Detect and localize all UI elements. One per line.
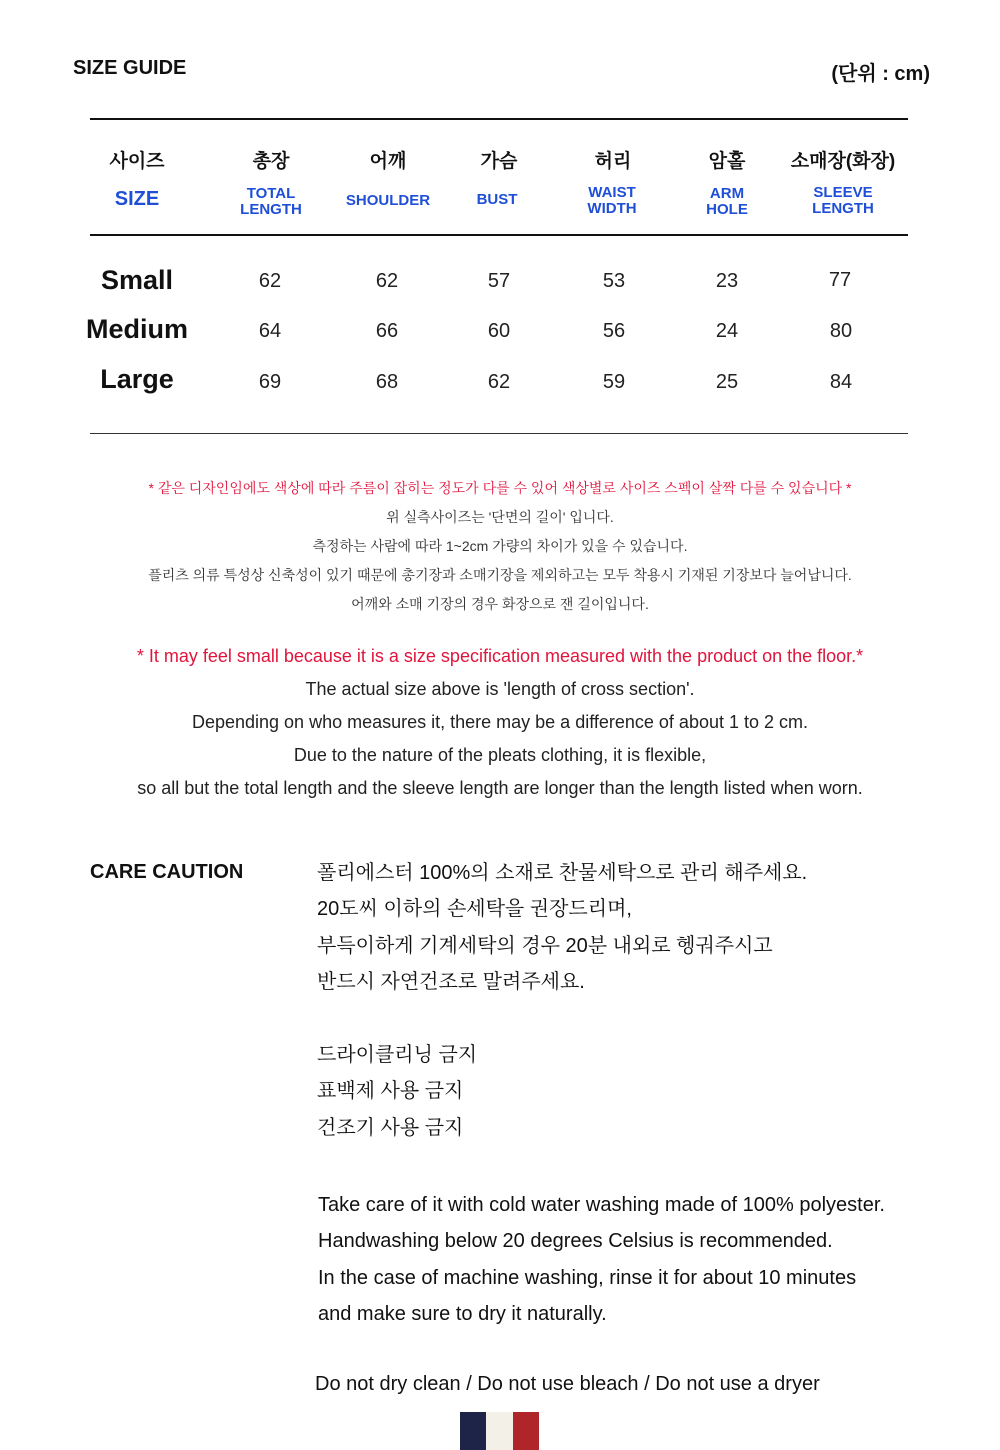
- care-line: 드라이클리닝 금지: [317, 1044, 478, 1066]
- table-cell: 80: [829, 320, 853, 342]
- notes-english: [0, 640, 1000, 805]
- col-header-total-length-en: TOTAL LENGTH: [240, 185, 302, 218]
- note-warning-ko: * 같은 디자인임에도 색상에 따라 주름이 잡히는 정도가 다를 수 있어 색상별로 사이즈 스펙이 살짝 다를 수 있습니다 *: [148, 480, 852, 496]
- care-line: Handwashing below 20 degrees Celsius is recommended.: [318, 1230, 833, 1253]
- flag-stripe-navy: [460, 1412, 486, 1450]
- table-cell: 64: [258, 320, 282, 342]
- care-line: 표백제 사용 금지: [317, 1080, 464, 1103]
- table-cell: 57: [487, 270, 511, 292]
- care-line: Take care of it with cold water washing made of 100% polyester.: [318, 1194, 885, 1216]
- table-cell: 24: [715, 320, 739, 342]
- col-header-sleeve-ko: 소매장(화장): [790, 151, 896, 172]
- row-label-medium: Medium: [85, 314, 189, 344]
- table-cell: 68: [375, 371, 399, 393]
- row-label-large: Large: [100, 364, 174, 394]
- col-header-size-ko: 사이즈: [109, 151, 165, 172]
- page-title: SIZE GUIDE: [73, 57, 187, 79]
- table-top-rule: [90, 118, 908, 120]
- table-cell: 62: [375, 270, 399, 292]
- table-cell: 53: [602, 270, 626, 292]
- care-line: In the case of machine washing, rinse it for about 10 minutes: [318, 1266, 857, 1289]
- care-line: 부득이하게 기계세탁의 경우 20분 내외로 헹궈주시고: [317, 934, 773, 957]
- note-line: Depending on who measures it, there may be a difference of about 1 to 2 cm.: [191, 712, 809, 732]
- table-cell: 62: [487, 371, 511, 393]
- table-header-rule: [90, 234, 908, 236]
- care-line: 반드시 자연건조로 말려주세요.: [317, 971, 585, 994]
- tricolor-flag-icon: [460, 1412, 539, 1450]
- care-line: and make sure to dry it naturally.: [318, 1303, 607, 1326]
- unit-label: (단위 : cm): [831, 63, 930, 85]
- table-cell: 23: [715, 270, 739, 292]
- care-line: 건조기 사용 금지: [317, 1116, 464, 1139]
- care-line: 폴리에스터 100%의 소재로 찬물세탁으로 관리 해주세요.: [317, 862, 808, 884]
- care-instructions-ko: [317, 855, 807, 1001]
- care-line: 20도씨 이하의 손세탁을 권장드리며,: [317, 898, 632, 921]
- care-instructions-en: [318, 1187, 885, 1333]
- table-cell: 69: [258, 371, 282, 393]
- col-header-armhole-en: ARM HOLE: [706, 185, 748, 218]
- table-cell: 59: [602, 371, 626, 393]
- care-prohibitions-en: Do not dry clean / Do not use bleach / Do not use a dryer: [315, 1373, 820, 1395]
- table-cell: 62: [258, 270, 282, 292]
- col-header-bust-en: BUST: [476, 191, 518, 208]
- col-header-sleeve-en: SLEEVE LENGTH: [812, 184, 874, 217]
- col-header-bust-ko: 가슴: [480, 151, 518, 172]
- note-line: so all but the total length and the sleeve length are longer than the length listed when worn.: [137, 778, 863, 798]
- care-prohibitions-ko: [317, 1037, 477, 1146]
- notes-korean: [0, 474, 1000, 619]
- table-cell: 84: [829, 371, 853, 393]
- table-cell: 25: [715, 371, 739, 393]
- note-line: 측정하는 사람에 따라 1~2cm 가량의 차이가 있을 수 있습니다.: [312, 538, 688, 554]
- col-header-total-length-ko: 총장: [252, 151, 290, 172]
- note-warning-en: * It may feel small because it is a size specification measured with the product on the floor.*: [136, 646, 864, 666]
- care-caution-title: CARE CAUTION: [90, 861, 244, 883]
- flag-stripe-red: [513, 1412, 539, 1450]
- flag-stripe-white: [486, 1412, 512, 1450]
- table-bottom-rule: [90, 433, 908, 434]
- note-line: The actual size above is 'length of cross section'.: [305, 679, 695, 699]
- col-header-waist-en: WAIST WIDTH: [587, 184, 637, 217]
- row-label-small: Small: [100, 265, 174, 295]
- table-cell: 66: [375, 320, 399, 342]
- table-cell: 77: [828, 269, 852, 291]
- note-line: Due to the nature of the pleats clothing, it is flexible,: [293, 745, 707, 765]
- table-cell: 56: [602, 320, 626, 342]
- note-line: 플리츠 의류 특성상 신축성이 있기 때문에 총기장과 소매기장을 제외하고는 모두 착용시 기재된 기장보다 늘어납니다.: [148, 567, 852, 583]
- col-header-armhole-ko: 암홀: [708, 151, 746, 172]
- col-header-waist-ko: 허리: [594, 151, 632, 172]
- col-header-size-en: SIZE: [114, 188, 160, 210]
- note-line: 위 실측사이즈는 '단면의 길이' 입니다.: [386, 509, 614, 525]
- col-header-shoulder-en: SHOULDER: [345, 192, 431, 209]
- col-header-shoulder-ko: 어깨: [369, 151, 407, 172]
- note-line: 어깨와 소매 기장의 경우 화장으로 잰 길이입니다.: [351, 596, 649, 612]
- table-cell: 60: [487, 320, 511, 342]
